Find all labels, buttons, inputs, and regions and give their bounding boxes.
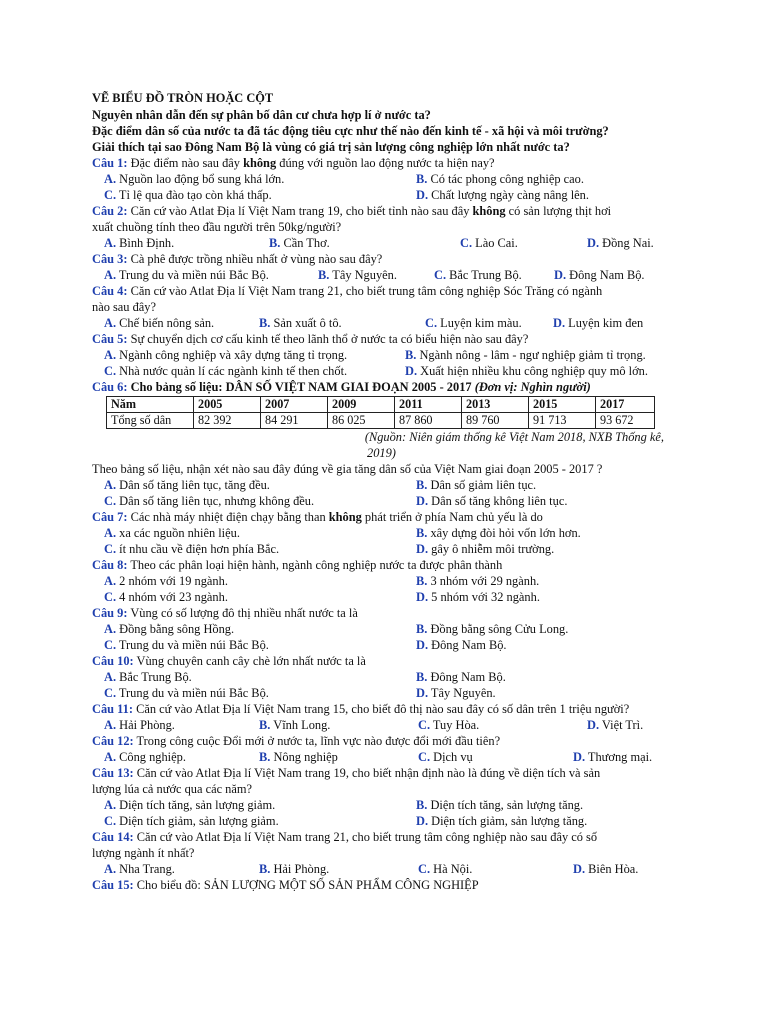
question-number: Câu 3: xyxy=(92,252,128,266)
option-a: A. Bắc Trung Bộ. xyxy=(104,670,192,684)
table-row xyxy=(107,413,655,429)
option-row xyxy=(92,477,692,493)
table-cell: 89 760 xyxy=(462,413,529,429)
option-d: D. 5 nhóm với 32 ngành. xyxy=(416,590,540,604)
option-d: D. Tây Nguyên. xyxy=(416,686,496,700)
question-text: Cho bảng số liệu: DÂN SỐ VIỆT NAM GIAI ĐOẠN 2005 - 2017 xyxy=(127,380,472,394)
option-d: D. Đông Nam Bộ. xyxy=(554,268,645,282)
question-text: Vùng có số lượng đô thị nhiều nhất nước ta là xyxy=(127,606,358,620)
table-source-year: 2019) xyxy=(367,446,396,460)
option-row xyxy=(92,685,692,701)
option-c: C. Bắc Trung Bộ. xyxy=(434,268,522,282)
question-text: Trong công cuộc Đổi mới ở nước ta, lĩnh vực nào được đổi mới đầu tiên? xyxy=(133,734,501,748)
option-b: B. Dân số giảm liên tục. xyxy=(416,478,537,492)
question-number: Câu 7: xyxy=(92,510,128,524)
question-text: Vùng chuyên canh cây chè lớn nhất nước ta là xyxy=(133,654,366,668)
question-11 xyxy=(92,701,692,717)
question-emphasis: không xyxy=(328,510,362,524)
option-d: D. Thương mại. xyxy=(573,750,653,764)
document-page xyxy=(92,90,692,893)
table-source: (Nguồn: Niên giám thống kê Việt Nam 2018, NXB Thống kê, xyxy=(364,430,664,444)
option-b: B. Nông nghiệp xyxy=(259,750,338,764)
option-row xyxy=(92,861,692,877)
question-text-continued: lượng lúa cả nước qua các năm? xyxy=(92,782,253,796)
question-8 xyxy=(92,557,692,573)
option-row xyxy=(92,637,692,653)
question-text: đúng với nguồn lao động nước ta hiện nay? xyxy=(276,156,495,170)
option-a: A. Nha Trang. xyxy=(104,862,175,876)
option-b: B. Diện tích tăng, sản lượng tăng. xyxy=(416,798,584,812)
option-a: A. Trung du và miền núi Bắc Bộ. xyxy=(104,268,269,282)
question-13 xyxy=(92,765,692,781)
option-row xyxy=(92,235,692,251)
heading-3: Giải thích tại sao Đông Nam Bộ là vùng có giá trị sản lượng công nghiệp lớn nhất nước ta? xyxy=(92,140,570,154)
option-b: B. Cần Thơ. xyxy=(269,236,330,250)
table-unit: (Đơn vị: Nghìn người) xyxy=(474,380,591,394)
option-c: C. Diện tích giảm, sản lượng giảm. xyxy=(104,814,279,828)
question-number: Câu 8: xyxy=(92,558,128,572)
question-5 xyxy=(92,331,692,347)
question-number: Câu 5: xyxy=(92,332,128,346)
population-table xyxy=(106,396,655,429)
table-header-cell: 2009 xyxy=(328,397,395,413)
option-c: C. Trung du và miền núi Bắc Bộ. xyxy=(104,686,269,700)
option-row xyxy=(92,187,692,203)
option-b: B. Có tác phong công nghiệp cao. xyxy=(416,172,584,186)
option-a: A. Nguồn lao động bổ sung khá lớn. xyxy=(104,172,285,186)
option-a: A. Diện tích tăng, sản lượng giảm. xyxy=(104,798,276,812)
question-number: Câu 4: xyxy=(92,284,128,298)
option-c: C. Nhà nước quản lí các ngành kinh tế then chốt. xyxy=(104,364,348,378)
option-row xyxy=(92,797,692,813)
option-row xyxy=(92,621,692,637)
option-a: A. Dân số tăng liên tục, tăng đều. xyxy=(104,478,270,492)
option-b: B. Vĩnh Long. xyxy=(259,718,331,732)
option-row xyxy=(92,171,692,187)
question-10 xyxy=(92,653,692,669)
option-d: D. Việt Trì. xyxy=(587,718,644,732)
table-cell: 84 291 xyxy=(261,413,328,429)
table-header-cell: 2013 xyxy=(462,397,529,413)
question-text: Căn cứ vào Atlat Địa lí Việt Nam trang 19, cho biết tỉnh nào sau đây xyxy=(127,204,473,218)
option-b: B. Sản xuất ô tô. xyxy=(259,316,342,330)
question-7 xyxy=(92,509,692,525)
question-text: Các nhà máy nhiệt điện chạy bằng than xyxy=(127,510,329,524)
question-12 xyxy=(92,733,692,749)
option-a: A. xa các nguồn nhiên liệu. xyxy=(104,526,240,540)
option-row xyxy=(92,267,692,283)
option-a: A. Chế biến nông sản. xyxy=(104,316,215,330)
option-a: A. 2 nhóm với 19 ngành. xyxy=(104,574,228,588)
question-text-continued: xuất chuồng tính theo đầu người trên 50kg/người? xyxy=(92,220,342,234)
option-c: C. Trung du và miền núi Bắc Bộ. xyxy=(104,638,269,652)
table-header-cell: 2005 xyxy=(194,397,261,413)
option-d: D. Chất lượng ngày càng nâng lên. xyxy=(416,188,589,202)
option-d: D. Đồng Nai. xyxy=(587,236,654,250)
question-text: có sản lượng thịt hơi xyxy=(505,204,612,218)
option-c: C. Dịch vụ xyxy=(418,750,473,764)
question-number: Câu 9: xyxy=(92,606,128,620)
option-row xyxy=(92,669,692,685)
option-b: B. Đồng bằng sông Cửu Long. xyxy=(416,622,569,636)
table-cell: 93 672 xyxy=(596,413,655,429)
heading-1: Nguyên nhân dẫn đến sự phân bố dân cư chưa hợp lí ở nước ta? xyxy=(92,108,431,122)
question-emphasis: không xyxy=(472,204,506,218)
option-a: A. Đồng bằng sông Hồng. xyxy=(104,622,235,636)
question-number: Câu 2: xyxy=(92,204,128,218)
option-row xyxy=(92,347,692,363)
option-c: C. Tỉ lệ qua đào tạo còn khá thấp. xyxy=(104,188,272,202)
table-cell: 86 025 xyxy=(328,413,395,429)
question-number: Câu 14: xyxy=(92,830,134,844)
option-row xyxy=(92,573,692,589)
question-emphasis: không xyxy=(243,156,277,170)
option-c: C. Luyện kim màu. xyxy=(425,316,522,330)
table-cell: 87 860 xyxy=(395,413,462,429)
option-row xyxy=(92,525,692,541)
question-text: phát triển ở phía Nam chủ yếu là do xyxy=(361,510,543,524)
question-number: Câu 15: xyxy=(92,878,134,892)
page-title: VẼ BIỂU ĐỒ TRÒN HOẶC CỘT xyxy=(92,91,274,105)
question-15 xyxy=(92,877,692,893)
option-c: C. Tuy Hòa. xyxy=(418,718,480,732)
option-d: D. gây ô nhiễm môi trường. xyxy=(416,542,555,556)
option-a: A. Công nghiệp. xyxy=(104,750,186,764)
table-header-cell: 2007 xyxy=(261,397,328,413)
option-b: B. 3 nhóm với 29 ngành. xyxy=(416,574,540,588)
option-c: C. Hà Nội. xyxy=(418,862,473,876)
option-d: D. Đông Nam Bộ. xyxy=(416,638,507,652)
table-header-row xyxy=(107,397,655,413)
table-cell: 91 713 xyxy=(529,413,596,429)
question-number: Câu 12: xyxy=(92,734,134,748)
question-2 xyxy=(92,203,692,219)
question-9 xyxy=(92,605,692,621)
question-number: Câu 11: xyxy=(92,702,133,716)
option-row xyxy=(92,541,692,557)
option-d: D. Xuất hiện nhiều khu công nghiệp quy mô lớn. xyxy=(405,364,648,378)
question-text-continued: lượng ngành ít nhất? xyxy=(92,846,195,860)
question-number: Câu 6: xyxy=(92,380,128,394)
option-row xyxy=(92,749,692,765)
option-d: D. Diện tích giảm, sản lượng tăng. xyxy=(416,814,588,828)
question-14 xyxy=(92,829,692,845)
option-d: D. Dân số tăng không liên tục. xyxy=(416,494,568,508)
question-text: Căn cứ vào Atlat Địa lí Việt Nam trang 15, cho biết đô thị nào sau đây có số dân trên 1 triệu người? xyxy=(132,702,630,716)
question-number: Câu 1: xyxy=(92,156,128,170)
question-text: Căn cứ vào Atlat Địa lí Việt Nam trang 21, cho biết trung tâm công nghiệp nào sau đây có số xyxy=(133,830,598,844)
table-header-cell: 2017 xyxy=(596,397,655,413)
option-a: A. Hải Phòng. xyxy=(104,718,175,732)
option-c: C. Lào Cai. xyxy=(460,236,518,250)
table-header-cell: Năm xyxy=(107,397,194,413)
question-number: Câu 13: xyxy=(92,766,134,780)
option-a: A. Ngành công nghiệp và xây dựng tăng tỉ trọng. xyxy=(104,348,348,362)
option-c: C. Dân số tăng liên tục, nhưng không đều. xyxy=(104,494,315,508)
question-3 xyxy=(92,251,692,267)
question-text: Cho biểu đồ: SẢN LƯỢNG MỘT SỐ SẢN PHẨM CÔNG NGHIỆP xyxy=(133,878,479,892)
question-number: Câu 10: xyxy=(92,654,134,668)
option-a: A. Bình Định. xyxy=(104,236,175,250)
table-cell: Tổng số dân xyxy=(107,413,194,429)
option-row xyxy=(92,493,692,509)
option-row xyxy=(92,813,692,829)
option-b: B. xây dựng đòi hỏi vốn lớn hơn. xyxy=(416,526,581,540)
question-4 xyxy=(92,283,692,299)
option-b: B. Tây Nguyên. xyxy=(318,268,397,282)
option-c: C. ít nhu cầu về điện hơn phía Bắc. xyxy=(104,542,280,556)
option-c: C. 4 nhóm với 23 ngành. xyxy=(104,590,228,604)
question-text: Đặc điểm nào sau đây xyxy=(127,156,244,170)
question-1 xyxy=(92,155,692,171)
question-text: Theo các phân loại hiện hành, ngành công nghiệp nước ta được phân thành xyxy=(127,558,503,572)
question-text: Cà phê được trồng nhiều nhất ở vùng nào sau đây? xyxy=(127,252,383,266)
table-header-cell: 2015 xyxy=(529,397,596,413)
table-header-cell: 2011 xyxy=(395,397,462,413)
option-b: B. Ngành nông - lâm - ngư nghiệp giảm tỉ trọng. xyxy=(405,348,646,362)
question-text: Theo bảng số liệu, nhận xét nào sau đây đúng về gia tăng dân số của Việt Nam giai đoạn 2005 - 2017 ? xyxy=(92,462,603,476)
option-row xyxy=(92,589,692,605)
option-d: D. Luyện kim đen xyxy=(553,316,644,330)
question-text: Căn cứ vào Atlat Địa lí Việt Nam trang 19, cho biết nhận định nào là đúng về diện tích và sản xyxy=(133,766,601,780)
table-cell: 82 392 xyxy=(194,413,261,429)
option-row xyxy=(92,315,692,331)
option-row xyxy=(92,717,692,733)
option-b: B. Đông Nam Bộ. xyxy=(416,670,506,684)
option-d: D. Biên Hòa. xyxy=(573,862,639,876)
question-text: Sự chuyển dịch cơ cấu kinh tế theo lãnh thổ ở nước ta có biểu hiện nào sau đây? xyxy=(127,332,529,346)
option-b: B. Hải Phòng. xyxy=(259,862,330,876)
question-text: Căn cứ vào Atlat Địa lí Việt Nam trang 21, cho biết trung tâm công nghiệp Sóc Trăng có ngành xyxy=(127,284,603,298)
question-text-continued: nào sau đây? xyxy=(92,300,156,314)
question-6 xyxy=(92,379,692,395)
option-row xyxy=(92,363,692,379)
heading-2: Đặc điểm dân số của nước ta đã tác động tiêu cực như thế nào đến kinh tế - xã hội và môi trường? xyxy=(92,124,609,138)
